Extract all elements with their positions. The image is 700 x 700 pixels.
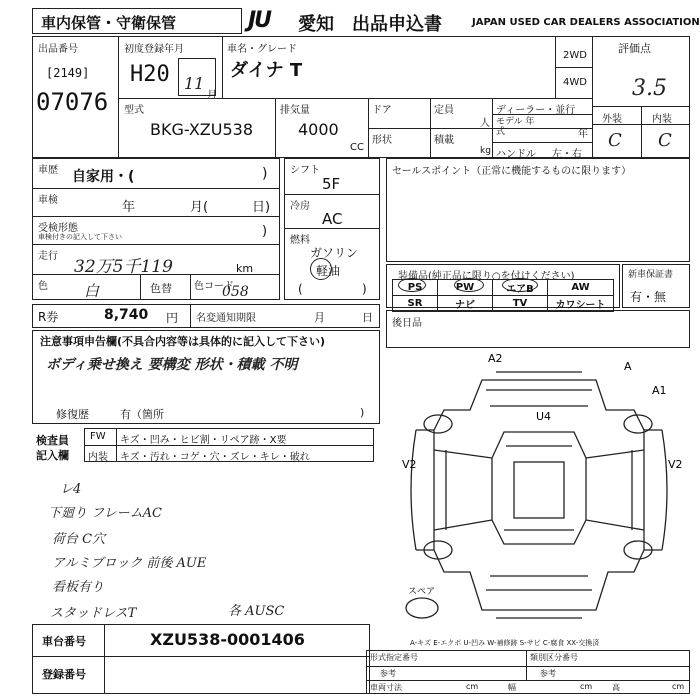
usage-value: 自家用・(: [72, 169, 135, 185]
interior-row-label: 内装: [88, 452, 108, 463]
fuel-circle: [310, 258, 332, 280]
repair-value: 有（箇所: [120, 408, 164, 421]
color-code-label: 色コード: [194, 281, 234, 292]
mileage-value: 32万5千119: [74, 257, 173, 277]
color-change-label: 色替: [150, 282, 172, 295]
handle-label: ハンドル: [496, 149, 536, 160]
tax-label: 名変通知期限: [196, 313, 256, 324]
door-label: ドア: [372, 105, 392, 116]
exterior-grade: C: [608, 130, 622, 151]
note-line-7: 各 AUSC: [228, 604, 285, 619]
org-logo: [248, 8, 298, 36]
equip-leather: カワシート: [548, 296, 614, 312]
ref-label-2: 参考: [540, 669, 556, 678]
postscript-label: 後日品: [392, 318, 422, 329]
equip-label: 装備品(純正品に限り○を付けください): [398, 271, 575, 282]
color-label: 色: [38, 281, 48, 292]
first-reg-label: 初度登録年月: [124, 44, 184, 55]
color-code-value: 058: [222, 284, 249, 300]
recycle-label: R券: [38, 310, 59, 324]
note-line-6: スタッドレスT: [50, 606, 137, 621]
warranty-value: 有・無: [630, 290, 667, 304]
ref-label-1: 参考: [380, 669, 396, 678]
inspection-month: 月(: [190, 200, 209, 215]
displacement-label: 排気量: [280, 105, 310, 116]
interior-items: キズ・汚れ・コゲ・穴・ズレ・キレ・破れ: [120, 452, 310, 463]
recycle-unit: 円: [166, 311, 179, 325]
fuel-label: 燃料: [290, 235, 310, 246]
equip-aw: AW: [548, 280, 614, 296]
equip-sr: SR: [393, 296, 438, 312]
inspector-label: 検査員: [36, 434, 69, 447]
model-label: 車名・グレード: [227, 44, 297, 55]
equip-navi: ナビ: [438, 296, 493, 312]
load-unit: kg: [480, 146, 491, 156]
length-unit: cm: [466, 682, 479, 691]
inspection-label: 車検: [38, 195, 58, 206]
tax-day: 日: [362, 311, 373, 324]
logo-mark: JU: [248, 8, 271, 33]
length-label: 車両寸法: [370, 683, 402, 692]
height-label: 高: [612, 683, 620, 692]
equip-pw: PW: [438, 280, 493, 296]
lot-label: 出品番号: [38, 44, 78, 55]
shift-value: 5F: [322, 175, 341, 193]
fuel-gas: ガソリン: [310, 246, 359, 260]
org-english: JAPAN USED CAR DEALERS ASSOCIATION: [472, 17, 700, 28]
usage-close: ): [262, 166, 268, 182]
fuel-diesel: 軽油: [316, 264, 341, 278]
category-label: 類別区分番号: [530, 653, 578, 662]
fuel-paren-open: (: [298, 282, 303, 296]
mark-a1: A1: [652, 384, 667, 397]
equip-ps: PS: [393, 280, 438, 296]
mileage-unit: km: [236, 262, 254, 275]
score-value: 3.5: [632, 76, 667, 101]
chassis-label: 車台番号: [42, 635, 86, 648]
width-unit: cm: [580, 682, 593, 691]
car-name: ダイナ T: [230, 60, 303, 81]
width-label: 幅: [508, 683, 516, 692]
note-line-1: レ4: [60, 482, 82, 497]
entry-label: 記入欄: [36, 449, 69, 462]
lot-number: 07076: [36, 88, 109, 116]
month-unit: 月: [207, 90, 217, 101]
storage-badge: [32, 8, 242, 34]
mark-v2-left: V2: [402, 458, 417, 471]
fw-label: FW: [90, 431, 106, 442]
displacement-value: 4000: [298, 120, 339, 139]
shape-number-label: 形式指定番号: [370, 653, 418, 662]
mark-a2: A2: [488, 352, 503, 365]
capacity-unit: 人: [480, 118, 490, 129]
model-year-label: モデル 年式: [496, 117, 535, 137]
repair-close: ): [360, 406, 365, 419]
ac-label: 冷房: [290, 201, 310, 212]
load-label: 積載: [434, 135, 454, 146]
notice-label: 注意事項申告欄(不具合内容等は具体的に記入して下さい): [40, 335, 326, 348]
reg-label: 登録番号: [42, 668, 86, 681]
shift-label: シフト: [290, 165, 320, 176]
usage-label: 車歴: [38, 165, 58, 176]
type-value: BKG-XZU538: [150, 120, 254, 139]
recept-label: 受検形態: [38, 223, 78, 234]
grade-4wd: 4WD: [563, 77, 587, 88]
note-line-2: 下廻り フレームAC: [48, 506, 162, 521]
damage-legend: A-キズ E-エクボ U-凹み W-補修跡 S-サビ C-腐食 XX-交換済: [410, 639, 600, 647]
ac-value: AC: [322, 210, 343, 228]
spare-label: スペア: [408, 587, 436, 597]
mark-v2-right: V2: [668, 458, 683, 471]
era-year: H20: [130, 62, 170, 87]
score-label: 評価点: [618, 42, 651, 55]
recycle-value: 8,740: [104, 307, 149, 323]
grade-2wd: 2WD: [563, 50, 587, 61]
displacement-unit: CC: [350, 142, 364, 153]
note-line-3: 荷台 C穴: [52, 532, 106, 547]
note-line-4: アルミブロック 前後 AUE: [52, 556, 207, 571]
fw-items: キズ・凹み・ヒビ割・リペア跡・X要: [120, 435, 287, 446]
tax-unit: 月: [314, 311, 325, 324]
mark-u4: U4: [536, 410, 552, 423]
month-value: 11: [184, 74, 205, 93]
warranty-label: 新車保証書: [628, 270, 674, 280]
equip-tv: TV: [493, 296, 548, 312]
chassis-value: XZU538-0001406: [150, 630, 305, 649]
repair-label: 修復歴: [56, 408, 89, 421]
vehicle-damage-diagram: [386, 350, 690, 640]
note-line-5: 看板有り: [52, 580, 105, 595]
fuel-paren-close: ): [362, 282, 367, 296]
handwritten-notes: [32, 470, 382, 620]
color-value: 白: [84, 282, 100, 300]
inspection-year: 年: [122, 200, 136, 215]
equip-airbag: エアB: [493, 280, 548, 296]
height-unit: cm: [672, 682, 685, 691]
equip-circle-ps: [398, 278, 426, 292]
year-unit: 年: [578, 129, 588, 140]
notice-text: ボディ乗せ換え 要構変 形状・積載 不明: [46, 357, 298, 373]
form-title: 出品申込書: [352, 14, 442, 35]
recept-note: 車検付きの記入して下さい: [38, 233, 122, 241]
shape-label: 形状: [372, 135, 392, 146]
mileage-label: 走行: [38, 251, 58, 262]
postscript-box: [386, 310, 690, 348]
exterior-label: 外装: [602, 114, 622, 125]
handle-value: 左・右: [552, 149, 582, 160]
lot-sub: [2149]: [46, 66, 90, 80]
recept-paren: ): [262, 224, 268, 239]
mark-a: A: [624, 360, 632, 373]
inspection-day: 日): [252, 200, 271, 215]
type-label: 型式: [124, 105, 144, 116]
org-name: 愛知: [298, 14, 334, 35]
interior-grade: C: [658, 130, 672, 151]
storage-badge-text: 車内保管・守衛保管: [41, 14, 177, 32]
interior-label: 内装: [652, 114, 672, 125]
sales-point-label: セールスポイント（正常に機能するものに限ります）: [392, 166, 632, 177]
capacity-label: 定員: [434, 105, 454, 116]
equip-circle-pw: [454, 278, 484, 292]
equip-circle-airbag: [502, 278, 538, 292]
dealer-label: ディーラー・並行: [496, 105, 576, 116]
